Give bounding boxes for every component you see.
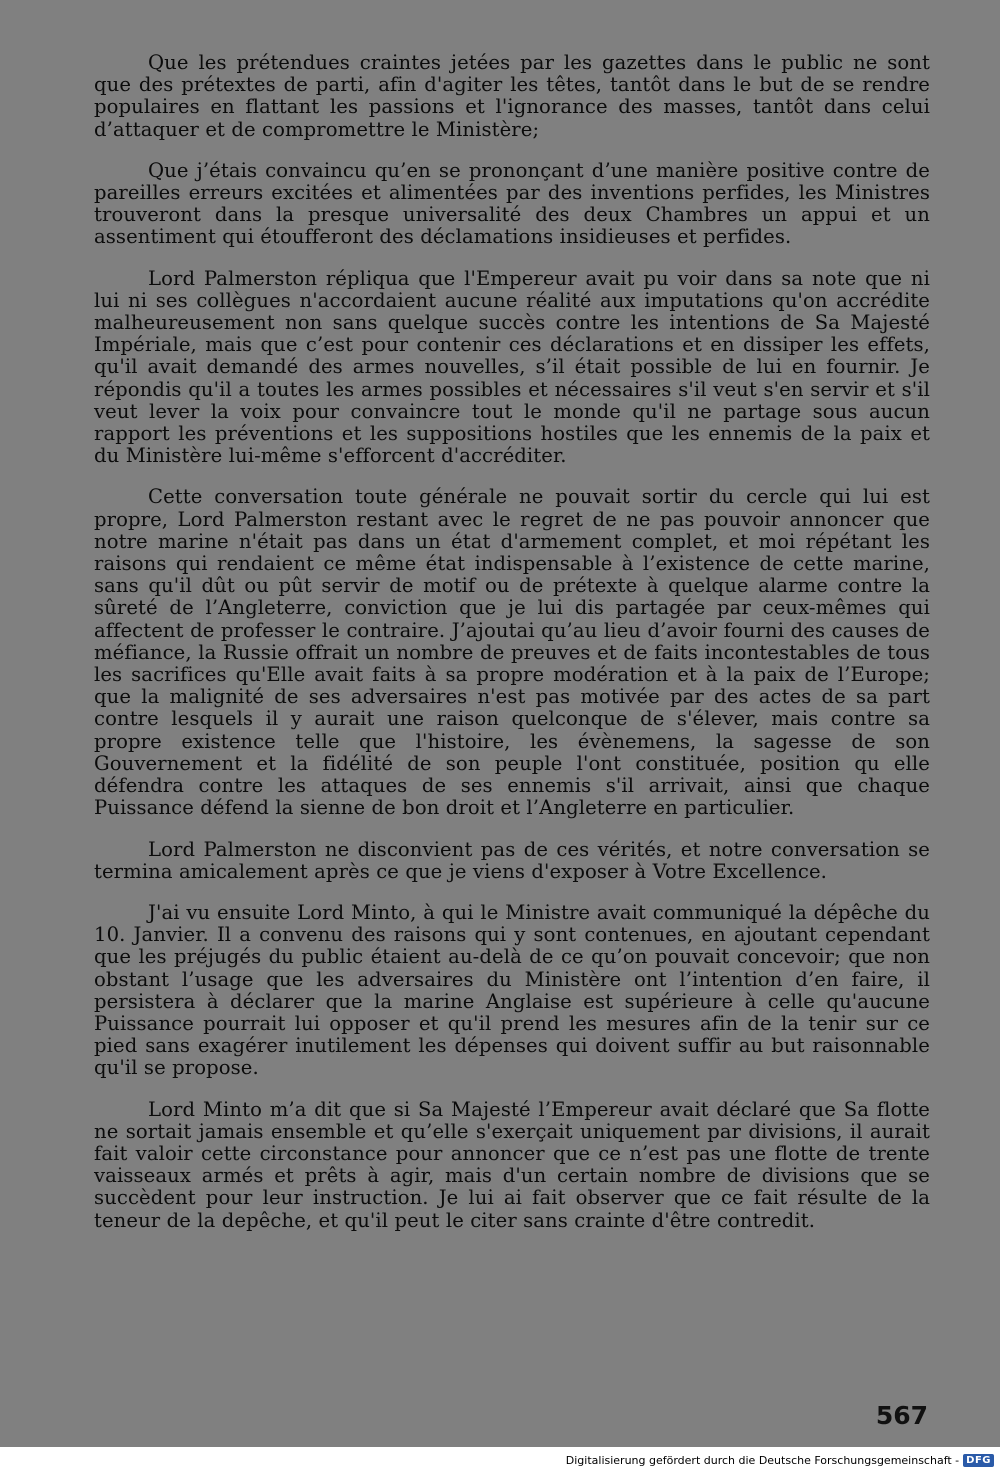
- digitization-footer: [0, 1447, 1000, 1473]
- document-body: [94, 52, 930, 1251]
- paragraph: Lord Minto m’a dit que si Sa Majesté l’Empereur avait déclaré que Sa flotte ne sortait jamais ensemble et qu’elle s'exerçait uniquement par divisions, il aurait fait valoir cette circonstance pour annoncer que ce n’est pas une flotte de trente vaisseaux armés et prêts à agir, mais d'un certain nombre de divisions que se succèdent pour leur instruction. Je lui ai fait observer que ce fait résulte de la teneur de la depêche, et qu'il peut le citer sans crainte d'être contredit.: [94, 1097, 930, 1232]
- paragraph: Que j’étais convaincu qu’en se prononçant d’une manière positive contre de pareilles erreurs excitées et alimentées par des inventions perfides, les Ministres trouveront dans la presque universalité des deux Chambres un appui et un assentiment qui étoufferont des déclamations insidieuses et perfides.: [94, 158, 930, 249]
- page-number: 567: [875, 1401, 928, 1430]
- paragraph: Lord Palmerston ne disconvient pas de ces vérités, et notre conversation se termina amicalement après ce que je viens d'exposer à Votre Excellence.: [94, 837, 930, 883]
- paragraph: Lord Palmerston répliqua que l'Empereur avait pu voir dans sa note que ni lui ni ses collègues n'accordaient aucune réalité aux imputations qu'on accrédite malheureusement non sans quelque succès contre les intentions de Sa Majesté Impériale, mais que c’est pour contenir ces déclarations et en dissiper les effets, qu'il avait demandé des armes nouvelles, s’il était possible de lui en fournir. Je répondis qu'il a toutes les armes possibles et nécessaires s'il veut s'en servir et s'il veut lever la voix pour convaincre tout le monde qu'il ne partage sous aucun rapport les préventions et les suppositions hostiles que les ennemis de la paix et du Ministère lui-même s'efforcent d'accréditer.: [94, 266, 930, 468]
- paragraph: Que les prétendues craintes jetées par les gazettes dans le public ne sont que des prétextes de parti, afin d'agiter les têtes, tantôt dans le but de se rendre populaires en flattant les passions et l'ignorance des masses, tantôt dans celui d’attaquer et de compromettre le Ministère;: [94, 51, 930, 141]
- paragraph: Cette conversation toute générale ne pouvait sortir du cercle qui lui est propre, Lord Palmerston restant avec le regret de ne pas pouvoir annoncer que notre marine n'était pas dans un état d'armement complet, et moi répétant les raisons qui rendaient ce même état indispensable à l’existence de cette marine, sans qu'il dût ou pût servir de motif ou de prétexte à quelque alarme contre la sûreté de l’Angleterre, conviction que je lui dis partagée par ceux-mêmes qui affectent de professer le contraire. J’ajoutai qu’au lieu d’avoir fourni des causes de méfiance, la Russie offrait un nombre de preuves et de faits incontestables de tous les sacrifices qu'Elle avait faits à sa propre modération et à la paix de l’Europe; que la malignité de ses adversaires n'est pas motivée par des actes de sa part contre lesquels il y aurait une raison quelconque de s'élever, mais contre sa propre existence telle que l'histoire, les évènemens, la sagesse de son Gouvernement et la fidélité de son peuple l'ont constituée, position qu elle défendra contre les attaques de ses ennemis s'il arrivait, ainsi que chaque Puissance défend la sienne de bon droit et l’Angleterre en particulier.: [94, 485, 930, 820]
- dfg-logo-icon: DFG: [963, 1454, 994, 1467]
- footer-text: Digitalisierung gefördert durch die Deutsche Forschungsgemeinschaft -: [565, 1453, 960, 1467]
- paragraph: J'ai vu ensuite Lord Minto, à qui le Ministre avait communiqué la dépêche du 10. Janvier. Il a convenu des raisons qui y sont contenues, en ajoutant cependant que les préjugés du public étaient au-delà de ce qu’on pouvait concevoir; que non obstant l’usage que les adversaires du Ministère ont l’intention d’en faire, il persistera à déclarer que la marine Anglaise est supérieure à celle qu'aucune Puissance pourrait lui opposer et qu'il prend les mesures afin de la tenir sur ce pied sans exagérer inutilement les dépenses qui doivent suffir au but raisonnable qu'il se propose.: [94, 900, 930, 1080]
